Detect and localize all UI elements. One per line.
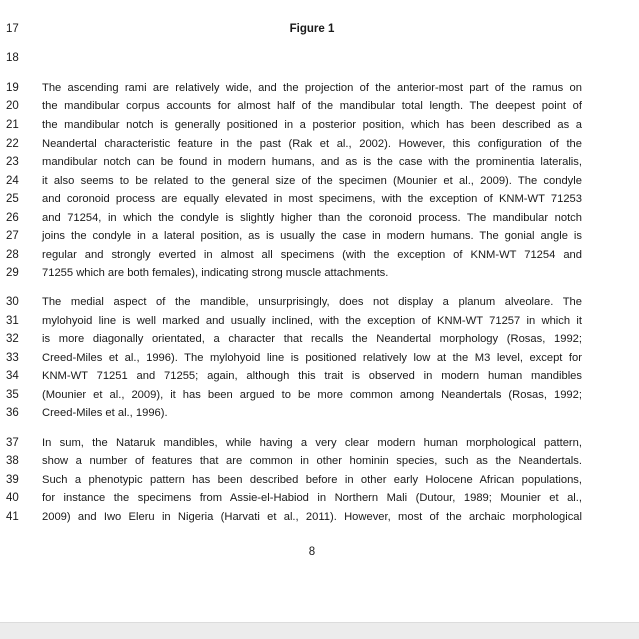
line-number: 26: [6, 212, 19, 224]
line-number: 20: [6, 100, 19, 112]
text-line: for instance the specimens from Assie-el-Habiod in Northern Mali (Dutour, 1989; Mounier et al.,: [42, 492, 582, 504]
text-line: Neandertal characteristic feature in the past (Rak et al., 2002). However, this configuration of the: [42, 138, 582, 150]
text-line: The ascending rami are relatively wide, and the projection of the anterior-most part of the ramus on: [42, 82, 582, 94]
line-number: 28: [6, 249, 19, 261]
text-line: Creed-Miles et al., 1996). The mylohyoid line is positioned relatively low at the M3 level, except for: [42, 352, 582, 364]
text-line: and 71254, in which the condyle is slightly higher than the coronoid process. The mandibular notch: [42, 212, 582, 224]
viewer-bottom-strip: [0, 622, 639, 639]
line-number: 17: [6, 23, 19, 35]
text-line: and coronoid process are equally elevated in most specimens, with the exception of KNM-WT 71253: [42, 193, 582, 205]
line-number: 40: [6, 492, 19, 504]
text-line: The medial aspect of the mandible, unsurprisingly, does not display a planum alveolare. The: [42, 296, 582, 308]
line-number: 27: [6, 230, 19, 242]
line-number: 30: [6, 296, 19, 308]
line-number: 23: [6, 156, 19, 168]
text-line: is more diagonally orientated, a character that recalls the Neandertal morphology (Rosas, 1992;: [42, 333, 582, 345]
text-line: In sum, the Nataruk mandibles, while having a very clear modern human morphological pattern,: [42, 437, 582, 449]
text-line: the mandibular corpus accounts for almost half of the mandibular total length. The deepest point of: [42, 100, 582, 112]
text-line: the mandibular notch is generally positioned in a posterior position, which has been described as a: [42, 119, 582, 131]
line-number: 21: [6, 119, 19, 131]
line-number: 22: [6, 138, 19, 150]
line-number: 18: [6, 52, 19, 64]
text-line: Creed-Miles et al., 1996).: [42, 407, 168, 419]
line-number: 38: [6, 455, 19, 467]
text-line: mandibular notch can be found in modern humans, and as is the case with the prominentia lateralis,: [42, 156, 582, 168]
line-number: 32: [6, 333, 19, 345]
line-number: 37: [6, 437, 19, 449]
line-number: 41: [6, 511, 19, 523]
page-number: 8: [308, 546, 316, 558]
text-line: 71255 which are both females), indicating strong muscle attachments.: [42, 267, 389, 279]
text-line: mylohyoid line is well marked and usually inclined, with the exception of KNM-WT 71257 in which it: [42, 315, 582, 327]
text-line: 2009) and Iwo Eleru in Nigeria (Harvati et al., 2011). However, most of the archaic morphological: [42, 511, 582, 523]
text-line: Such a phenotypic pattern has been described before in other early Holocene African populations,: [42, 474, 582, 486]
line-number: 33: [6, 352, 19, 364]
line-number: 34: [6, 370, 19, 382]
text-line: it also seems to be related to the general size of the specimen (Mounier et al., 2009). The condyle: [42, 175, 582, 187]
text-line: (Mounier et al., 2009), it has been argued to be more common among Neandertals (Rosas, 1992;: [42, 389, 582, 401]
line-number: 19: [6, 82, 19, 94]
text-line: KNM-WT 71251 and 71255; again, although this trait is observed in modern human mandibles: [42, 370, 582, 382]
text-line: joins the condyle in a lateral position, as is usually the case in modern humans. The gonial angle is: [42, 230, 582, 242]
line-number: 39: [6, 474, 19, 486]
line-number: 24: [6, 175, 19, 187]
line-number: 36: [6, 407, 19, 419]
text-line: show a number of features that are common in other hominin species, such as the Neandertals.: [42, 455, 582, 467]
line-number: 31: [6, 315, 19, 327]
line-number: 25: [6, 193, 19, 205]
line-number: 35: [6, 389, 19, 401]
line-number: 29: [6, 267, 19, 279]
text-line: regular and strongly everted in almost all specimens (with the exception of KNM-WT 71254 and: [42, 249, 582, 261]
figure-title: Figure 1: [289, 23, 335, 35]
